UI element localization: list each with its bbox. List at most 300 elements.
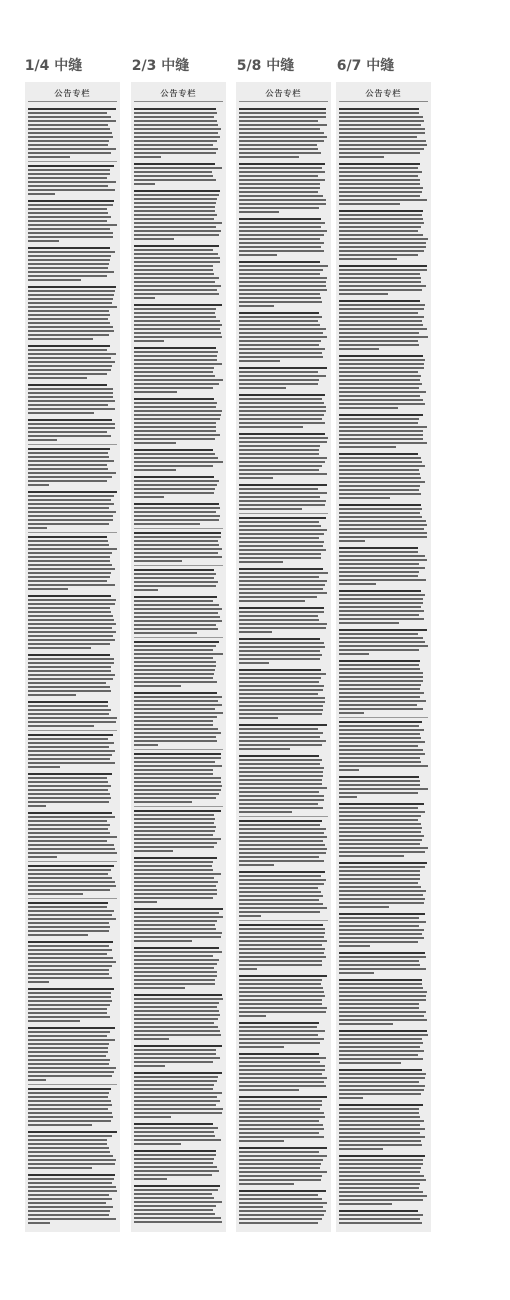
text-line [134,1116,171,1118]
text-line [28,647,91,649]
text-line [28,1063,109,1065]
text-line [339,1073,426,1075]
text-line [28,619,114,621]
text-line [339,234,423,236]
text-line [239,991,324,993]
text-line [134,581,218,583]
text-line [239,852,326,854]
text-line [339,559,427,561]
text-line [339,179,420,181]
text-line [28,836,117,838]
text-line [239,254,277,256]
text-line [28,812,112,814]
text-line [239,269,323,271]
text-line [134,281,215,283]
text-line [239,713,322,715]
text-line [239,607,324,609]
text-line [239,175,318,177]
text-line [28,840,107,842]
text-line [239,791,319,793]
text-line [134,304,222,306]
text-line [134,932,222,934]
text-line [339,116,423,118]
text-line [239,379,319,381]
text-line [339,579,426,581]
text-line [28,216,111,218]
text-line [28,568,115,570]
text-line [134,132,218,134]
text-line [239,124,327,126]
text-line [239,312,319,314]
text-line [28,856,57,858]
text-line [28,208,107,210]
text-line [239,545,323,547]
text-line [239,234,324,236]
text-line [134,865,212,867]
text-line [28,556,110,558]
text-line [28,1016,110,1018]
text-line [134,901,157,903]
text-line [239,1210,326,1212]
text-line [339,1046,420,1048]
text-line [134,653,223,655]
text-line [28,228,110,230]
text-line [28,200,114,202]
text-line [28,1124,92,1126]
text-line [134,476,214,478]
text-line [28,540,108,542]
text-line [239,932,325,934]
text-line [134,971,217,973]
text-line [339,516,422,518]
notice-divider [28,730,117,731]
text-line [134,560,182,562]
text-line [134,148,218,150]
text-line [134,261,220,263]
text-line [239,907,327,909]
text-line [28,1055,106,1057]
text-line [134,793,219,795]
text-line [28,148,116,150]
text-line [28,349,107,351]
text-line [339,676,423,678]
text-line [28,789,108,791]
text-line [28,136,113,138]
text-line [339,497,390,499]
notice-divider [28,861,117,862]
text-line [28,564,112,566]
text-line [339,238,428,240]
text-line [239,1167,320,1169]
text-line [339,371,418,373]
text-line [28,1051,108,1053]
text-line [134,724,213,726]
text-line [339,230,418,232]
text-line [28,338,93,340]
text-line [339,1140,421,1142]
text-line [339,831,421,833]
text-line [28,766,60,768]
text-line [239,948,325,950]
text-line [339,477,421,479]
text-line [239,183,320,185]
text-line [339,281,421,283]
text-line [134,1104,216,1106]
text-line [134,765,222,767]
text-line [239,1007,327,1009]
text-line [28,1194,109,1196]
text-line [28,279,81,281]
text-line [239,148,318,150]
text-line [28,365,112,367]
text-line [339,1171,420,1173]
text-line [134,869,213,871]
text-line [28,686,110,688]
text-line [28,584,115,586]
text-line [239,167,322,169]
text-line [339,761,421,763]
text-line [239,669,321,671]
text-line [28,275,107,277]
text-line [339,1038,422,1040]
text-line [339,485,420,487]
text-line [28,552,112,554]
text-line [134,1131,214,1133]
text-line [239,344,319,346]
text-line [134,801,192,803]
text-line [134,761,215,763]
text-line [134,556,222,558]
text-line [239,662,269,664]
text-line [134,947,219,949]
text-line [239,650,320,652]
text-line [134,850,173,852]
text-line [239,398,322,400]
text-line [239,1151,319,1153]
text-line [239,449,319,451]
text-line [239,1065,325,1067]
text-line [339,1058,423,1060]
text-line [239,187,320,189]
text-line [339,575,418,577]
text-line [28,969,109,971]
text-line [339,721,422,723]
text-line [339,964,420,966]
text-line [339,140,426,142]
text-line [28,536,107,538]
text-line [239,332,323,334]
text-line [239,203,326,205]
text-line [239,1104,322,1106]
text-line [28,189,115,191]
text-line [339,218,423,220]
text-line [239,787,327,789]
text-line [134,624,216,626]
text-line [339,886,421,888]
text-line [239,128,320,130]
text-line [28,476,112,478]
text-line [239,717,278,719]
text-line [339,882,418,884]
text-line [339,555,425,557]
text-line [28,548,117,550]
text-line [239,336,327,338]
text-line [339,191,422,193]
text-line [134,834,213,836]
text-line [28,169,110,171]
text-line [339,637,423,639]
text-line [28,1004,110,1006]
text-line [339,528,424,530]
text-line [134,673,214,675]
text-line [239,250,324,252]
text-line [239,140,324,142]
text-line [28,318,108,320]
text-line [339,438,423,440]
text-line [134,367,214,369]
text-line [239,517,326,519]
column-text [339,108,428,1228]
text-line [28,560,110,562]
text-line [239,144,317,146]
text-line [339,653,369,655]
text-line [28,345,110,347]
text-line [239,414,324,416]
text-line [339,696,420,698]
text-line [239,488,318,490]
text-line [28,690,111,692]
text-line [28,988,114,990]
text-line [239,803,318,805]
text-line [239,779,322,781]
text-line [28,259,110,261]
text-line [339,442,427,444]
text-line [339,815,421,817]
text-line [28,580,107,582]
text-line [239,445,320,447]
text-line [339,999,426,1001]
text-line [28,977,112,979]
text-line [339,532,427,534]
text-line [339,426,427,428]
text-line [28,1206,113,1208]
text-line [239,685,324,687]
text-line [239,755,319,757]
text-line [239,987,323,989]
text-line [239,1030,325,1032]
text-line [134,190,220,192]
text-line [28,408,115,410]
text-line [28,1039,115,1041]
text-line [339,520,426,522]
text-line [339,925,419,927]
text-line [28,456,109,458]
text-line [239,179,325,181]
text-line [339,1085,425,1087]
text-line [134,269,213,271]
text-line [339,672,423,674]
text-line [339,835,424,837]
text-line [28,713,109,715]
text-line [134,632,197,634]
text-line [134,704,222,706]
text-line [339,983,422,985]
text-line [28,1027,115,1029]
text-line [28,373,107,375]
text-line [339,222,424,224]
text-line [339,987,423,989]
text-line [28,750,115,752]
text-line [239,557,321,559]
column-1-4 [25,82,120,1232]
text-line [28,981,49,983]
label-1-4: 1/4 中缝 [24,58,83,74]
text-line [339,108,419,110]
notice-divider [134,806,223,807]
text-line [134,861,213,863]
text-line [339,664,419,666]
text-line [339,633,418,635]
text-line [239,553,321,555]
text-line [239,533,324,535]
text-line [134,877,214,879]
text-line [339,1195,427,1197]
text-line [339,446,396,448]
text-line [134,881,218,883]
text-line [28,523,109,525]
text-line [239,375,326,377]
text-line [28,785,111,787]
text-line [134,983,215,985]
text-line [339,336,428,338]
text-line [339,780,420,782]
text-line [134,1193,212,1195]
text-line [134,1006,217,1008]
text-line [239,453,319,455]
text-line [339,1210,418,1212]
text-line [134,716,217,718]
text-line [28,1155,113,1157]
text-line [134,507,220,509]
text-line [239,999,322,1001]
notice-divider [134,528,223,529]
text-line [28,132,112,134]
text-line [339,788,428,790]
text-line [339,952,425,954]
text-line [239,732,323,734]
text-line [239,1218,322,1220]
text-line [239,387,286,389]
text-line [239,1061,320,1063]
text-line [134,324,222,326]
text-line [339,383,422,385]
text-line [28,595,111,597]
text-line [339,195,420,197]
text-line [239,658,320,660]
text-line [239,1057,326,1059]
text-line [239,1202,327,1204]
text-line [239,525,321,527]
text-line [134,740,217,742]
text-line [134,842,217,844]
text-line [28,961,116,963]
text-line [28,1059,110,1061]
text-line [239,316,322,318]
text-line [134,692,217,694]
text-line [28,240,59,242]
text-line [239,875,321,877]
text-line [134,234,219,236]
text-line [339,399,423,401]
text-line [28,934,88,936]
text-line [239,975,327,977]
text-line [239,195,323,197]
text-line [339,941,418,943]
text-line [239,1085,326,1087]
text-line [339,614,419,616]
text-line [339,839,422,841]
text-line [239,1183,294,1185]
text-line [239,799,324,801]
text-line [339,430,423,432]
text-line [239,811,292,813]
text-line [28,400,115,402]
text-line [28,515,113,517]
text-line [239,968,257,970]
text-line [239,673,326,675]
text-line [239,1026,317,1028]
text-line [28,232,113,234]
text-line [134,912,219,914]
text-line [28,144,108,146]
text-line [339,414,423,416]
text-line [339,668,420,670]
text-line [239,132,324,134]
text-line [339,465,425,467]
text-line [339,1222,422,1224]
text-line [134,608,222,610]
text-line [239,824,320,826]
text-line [134,332,221,334]
text-line [134,963,217,965]
text-line [339,979,422,981]
text-line [28,452,108,454]
text-line [28,1079,46,1081]
text-line [239,360,280,362]
notice-divider [339,717,428,718]
text-line [28,926,110,928]
text-line [28,1210,110,1212]
text-line [239,915,261,917]
text-line [28,1222,50,1224]
text-line [134,136,220,138]
text-line [239,979,322,981]
text-line [28,468,108,470]
text-line [28,423,115,425]
text-line [239,940,327,942]
text-line [134,112,217,114]
label-5-8: 5/8 中缝 [236,58,295,74]
text-line [339,434,423,436]
text-line [28,1092,109,1094]
notice-divider [239,513,328,514]
text-line [28,828,108,830]
text-line [134,108,216,110]
text-line [339,348,379,350]
text-line [339,1128,425,1130]
text-line [339,851,425,853]
text-line [28,1147,109,1149]
